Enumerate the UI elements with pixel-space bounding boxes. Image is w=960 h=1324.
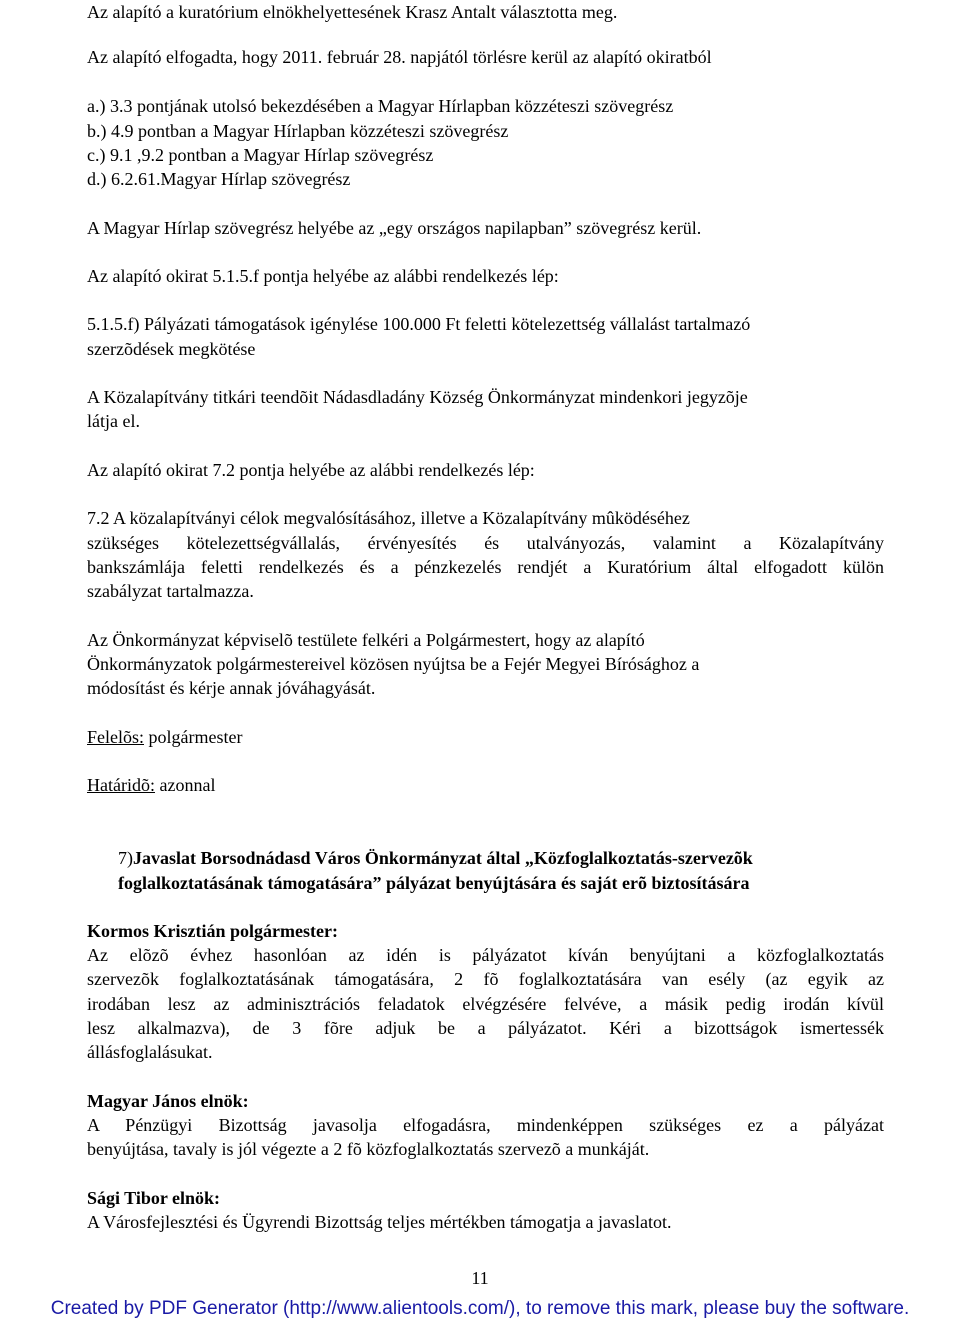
deadline-line: [87, 773, 215, 797]
paragraph-line: módosítást és kérje annak jóváhagyását.: [87, 678, 376, 698]
paragraph-line: szabályzat tartalmazza.: [87, 581, 254, 601]
paragraph-line: Az alapító okirat 7.2 pontja helyébe az alábbi rendelkezés lép:: [87, 460, 535, 480]
paragraph-line: Az alapító elfogadta, hogy 2011. február 28. napjától törlésre kerül az alapító okiratból: [87, 47, 712, 67]
paragraph-line: Az alapító okirat 5.1.5.f pontja helyébe az alábbi rendelkezés lép:: [87, 266, 559, 286]
paragraph-line: állásfoglalásukat.: [87, 1042, 213, 1062]
paragraph-line: Az Önkormányzat képviselõ testülete felkéri a Polgármestert, hogy az alapító: [87, 630, 645, 650]
list-item: d.) 6.2.61.Magyar Hírlap szövegrész: [87, 169, 351, 189]
paragraph-line: Az elõzõ évhez hasonlóan az idén is pályázatot kíván benyújtani a közfoglalkoztatás: [87, 945, 884, 965]
responsible-line: [87, 725, 242, 749]
agenda-item-number: 7): [118, 848, 133, 868]
paragraph-line: szervezõk foglalkoztatásának támogatására, 2 fõ foglalkoztatására van esély (az egyik az: [87, 969, 884, 989]
paragraph-line: bankszámlája feletti rendelkezés és a pénzkezelés rendjét a Kuratórium által elfogadott külön: [87, 557, 884, 577]
agenda-item-title-line: foglalkoztatásának támogatására” pályázat benyújtására és saját erõ biztosítására: [118, 873, 750, 893]
agenda-item-title-line: Javaslat Borsodnádasd Város Önkormányzat által „Közfoglalkoztatás-szervezõk: [133, 848, 753, 868]
responsible-label: Felelõs:: [87, 727, 144, 747]
list-item: a.) 3.3 pontjának utolsó bekezdésében a Magyar Hírlapban közzéteszi szövegrész: [87, 96, 674, 116]
speaker-name: Magyar János elnök:: [87, 1091, 249, 1111]
deadline-value: azonnal: [154, 775, 216, 795]
paragraph-line: lesz alkalmazva), de 3 fõre adjuk be a pályázatot. Kéri a bizottságok ismertessék: [87, 1018, 884, 1038]
paragraph-line: A Pénzügyi Bizottság javasolja elfogadásra, mindenképpen szükséges ez a pályázat: [87, 1115, 884, 1135]
list-item: c.) 9.1 ,9.2 pontban a Magyar Hírlap szövegrész: [87, 145, 434, 165]
paragraph-line: irodában lesz az adminisztrációs feladatok elvégzésére felvéve, a másik pedig irodán kívül: [87, 994, 884, 1014]
paragraph-line: A Magyar Hírlap szövegrész helyébe az „egy országos napilapban” szövegrész kerül.: [87, 218, 702, 238]
paragraph-line: Önkormányzatok polgármestereivel közösen nyújtsa be a Fejér Megyei Bírósághoz a: [87, 654, 700, 674]
paragraph-line: A Közalapítvány titkári teendõit Nádasdladány Község Önkormányzat mindenkori jegyzõje: [87, 387, 748, 407]
deadline-label: Határidõ:: [87, 775, 155, 795]
paragraph-line: 7.2 A közalapítványi célok megvalósításához, illetve a Közalapítvány mûködéséhez: [87, 508, 690, 528]
page-number: 11: [471, 1268, 489, 1288]
list-item: b.) 4.9 pontban a Magyar Hírlapban közzéteszi szövegrész: [87, 121, 509, 141]
paragraph-line: 5.1.5.f) Pályázati támogatások igénylése 100.000 Ft feletti kötelezettség vállalást tartalmazó: [87, 314, 751, 334]
paragraph-line: A Városfejlesztési és Ügyrendi Bizottság teljes mértékben támogatja a javaslatot.: [87, 1212, 672, 1232]
paragraph-line: benyújtása, tavaly is jól végezte a 2 fõ közfoglalkoztatás szervezõ a munkáját.: [87, 1139, 650, 1159]
speaker-name: Kormos Krisztián polgármester:: [87, 921, 338, 941]
paragraph-line: szerzõdések megkötése: [87, 339, 256, 359]
speaker-name: Sági Tibor elnök:: [87, 1188, 221, 1208]
responsible-value: polgármester: [144, 727, 243, 747]
paragraph-line: szükséges kötelezettségvállalás, érvényesítés és utalványozás, valamint a Közalapítvány: [87, 533, 884, 553]
paragraph-line: látja el.: [87, 411, 140, 431]
paragraph-line: Az alapító a kuratórium elnökhelyettesének Krasz Antalt választotta meg.: [87, 2, 618, 22]
generator-watermark: Created by PDF Generator (http://www.alientools.com/), to remove this mark, please buy the software.: [50, 1298, 910, 1319]
agenda-item-title: [118, 846, 753, 870]
